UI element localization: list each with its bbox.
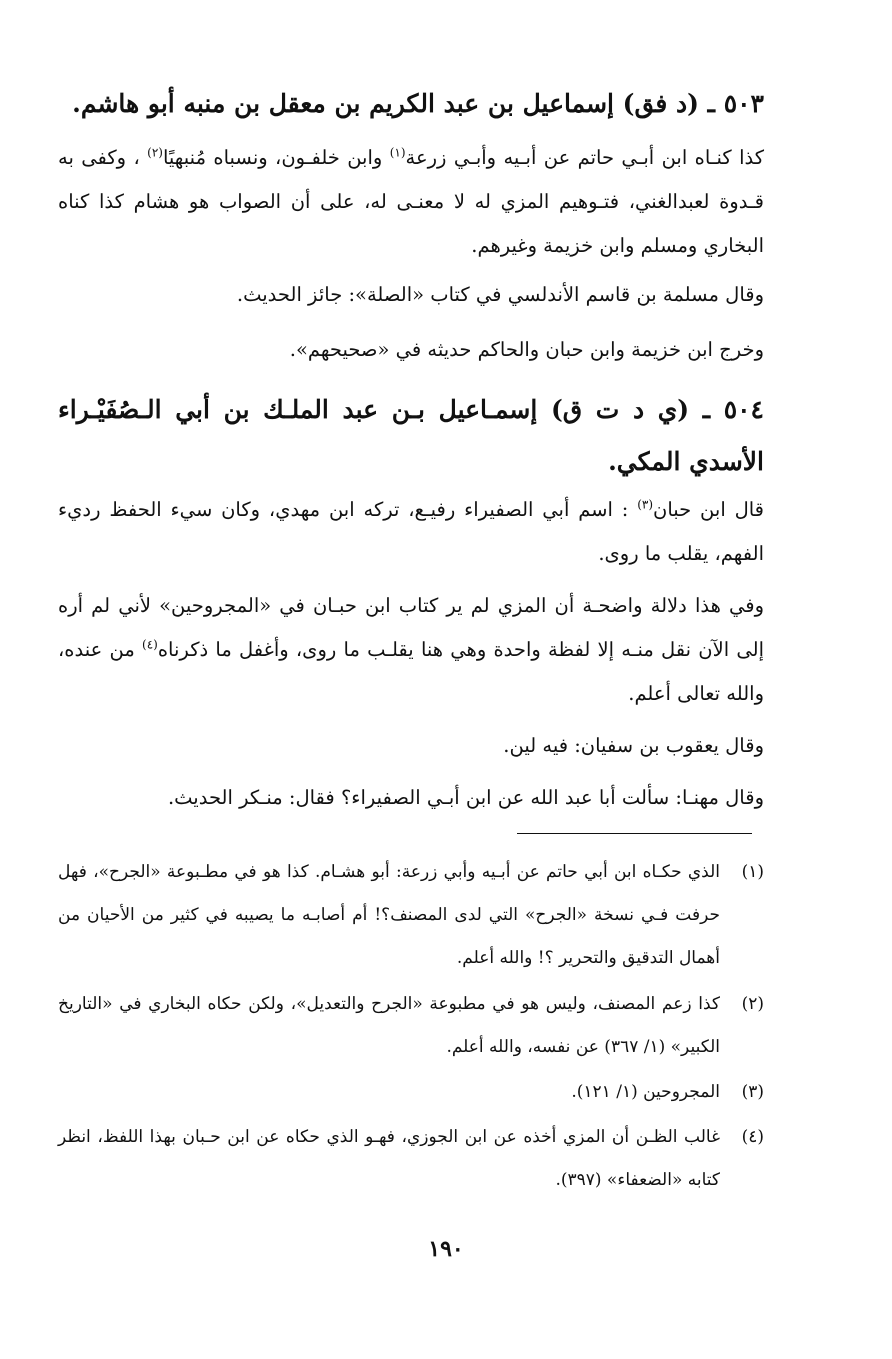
entry-504-paragraph-4 (58, 776, 764, 820)
entry-503-text-a: كذا كنـاه ابن أبـي حاتم عن أبـيه وأبـي زرعة (405, 146, 765, 169)
footnote-number: (٣) (741, 1082, 764, 1102)
entry-504-text-c: وفي هذا دلالة واضحـة أن المزي لم ير كتاب ابن حبـان في «المجروحين» لأني لم أره إلى الآن نقل منـه إلا لفظة واحدة وهي هنا يقلـب ما روى، وأغفل ما ذكرناه (58, 594, 764, 661)
footnote-ref-4[interactable]: (٤) (142, 637, 158, 652)
entry-503-text-b: وابن خلفـون، ونسباه مُنبهيًا (162, 146, 390, 169)
entry-504-text-b: : اسم أبي الصفيراء رفيـع، تركه ابن مهدي، وكان سيء الحفظ رديء الفهم، يقلب ما روى. (58, 498, 764, 565)
entry-504-heading (58, 384, 764, 488)
footnote-ref-1[interactable]: (١) (389, 145, 406, 160)
footnote-2 (58, 983, 764, 1069)
footnote-text: كذا زعم المصنف، وليس هو في مطبوعة «الجرح والتعديل»، ولكن حكاه البخاري في «التاريخ الكبير» (١/ ٣٦٧) عن نفسه، والله أعلم. (58, 994, 720, 1057)
footnote-number: (٤) (741, 1127, 764, 1147)
footnote-text: المجروحين (١/ ١٢١). (571, 1082, 720, 1102)
page-number: ١٩٠ (428, 1236, 464, 1262)
entry-504-heading-text: ٥٠٤ ـ (ي د ت ق) إسمـاعيل بـن عبد الملـك بن أبي الـصُفَيْـراء الأسدي المكي. (58, 395, 764, 476)
entry-503-paragraph-1 (58, 136, 764, 268)
entry-504-text-3: وقال يعقوب بن سفيان: فيه لين. (503, 734, 764, 757)
footnote-ref-2[interactable]: (٢) (147, 145, 163, 160)
footnote-ref-3[interactable]: (٣) (637, 497, 654, 512)
entry-504-paragraph-3 (58, 724, 764, 768)
entry-503-text-c: ، وكفى به قـدوة لعبدالغني، فتـوهيم المزي له لا معنـى له، على أن الصواب هو هشام كذا كناه البخاري ومسلم وابن خزيمة وغيرهم. (58, 146, 764, 257)
footnote-separator (517, 833, 752, 834)
entry-503-heading-text: ٥٠٣ ـ (د فق) إسماعيل بن عبد الكريم بن معقل بن منبه أبو هاشم. (72, 89, 764, 118)
entry-503-heading (58, 78, 764, 130)
footnote-number: (١) (741, 862, 764, 882)
footnote-number: (٢) (741, 994, 764, 1014)
entry-503-text-2: وقال مسلمة بن قاسم الأندلسي في كتاب «الصلة»: جائز الحديث. (236, 283, 764, 306)
entry-503-text-3: وخرج ابن خزيمة وابن حبان والحاكم حديثه في «صحيحهم». (289, 338, 764, 361)
entry-503-paragraph-2 (58, 273, 764, 317)
entry-504-text-d: من عنده، والله تعالى أعلم. (58, 638, 764, 705)
footnote-text: غالب الظـن أن المزي أخذه عن ابن الجوزي، فهـو الذي حكاه عن ابن حـبان بهذا اللفظ، انظر كتابه «الضعفاء» (٣٩٧). (58, 1127, 720, 1190)
entry-504-paragraph-1 (58, 488, 764, 576)
entry-504-text-4: وقال مهنـا: سألت أبا عبد الله عن ابن أبـي الصفيراء؟ فقال: منـكر الحديث. (167, 786, 764, 809)
entry-504-paragraph-2 (58, 584, 764, 716)
footnote-3 (58, 1071, 764, 1114)
entry-504-text-a: قال ابن حبان (653, 498, 765, 521)
footnote-text: الذي حكـاه ابن أبي حاتم عن أبـيه وأبي زرعة: أبو هشـام. كذا هو في مطـبوعة «الجرح»، فهل حرفت فـي نسخة «الجرح» التي لدى المصنف؟! أم أصابـه ما يصيبه في كثير من الأحيان من أهمال التدقيق والتحرير ؟! والله أعلم. (58, 862, 720, 968)
footnote-4 (58, 1116, 764, 1202)
footnote-1 (58, 851, 764, 980)
entry-503-paragraph-3 (58, 328, 764, 372)
